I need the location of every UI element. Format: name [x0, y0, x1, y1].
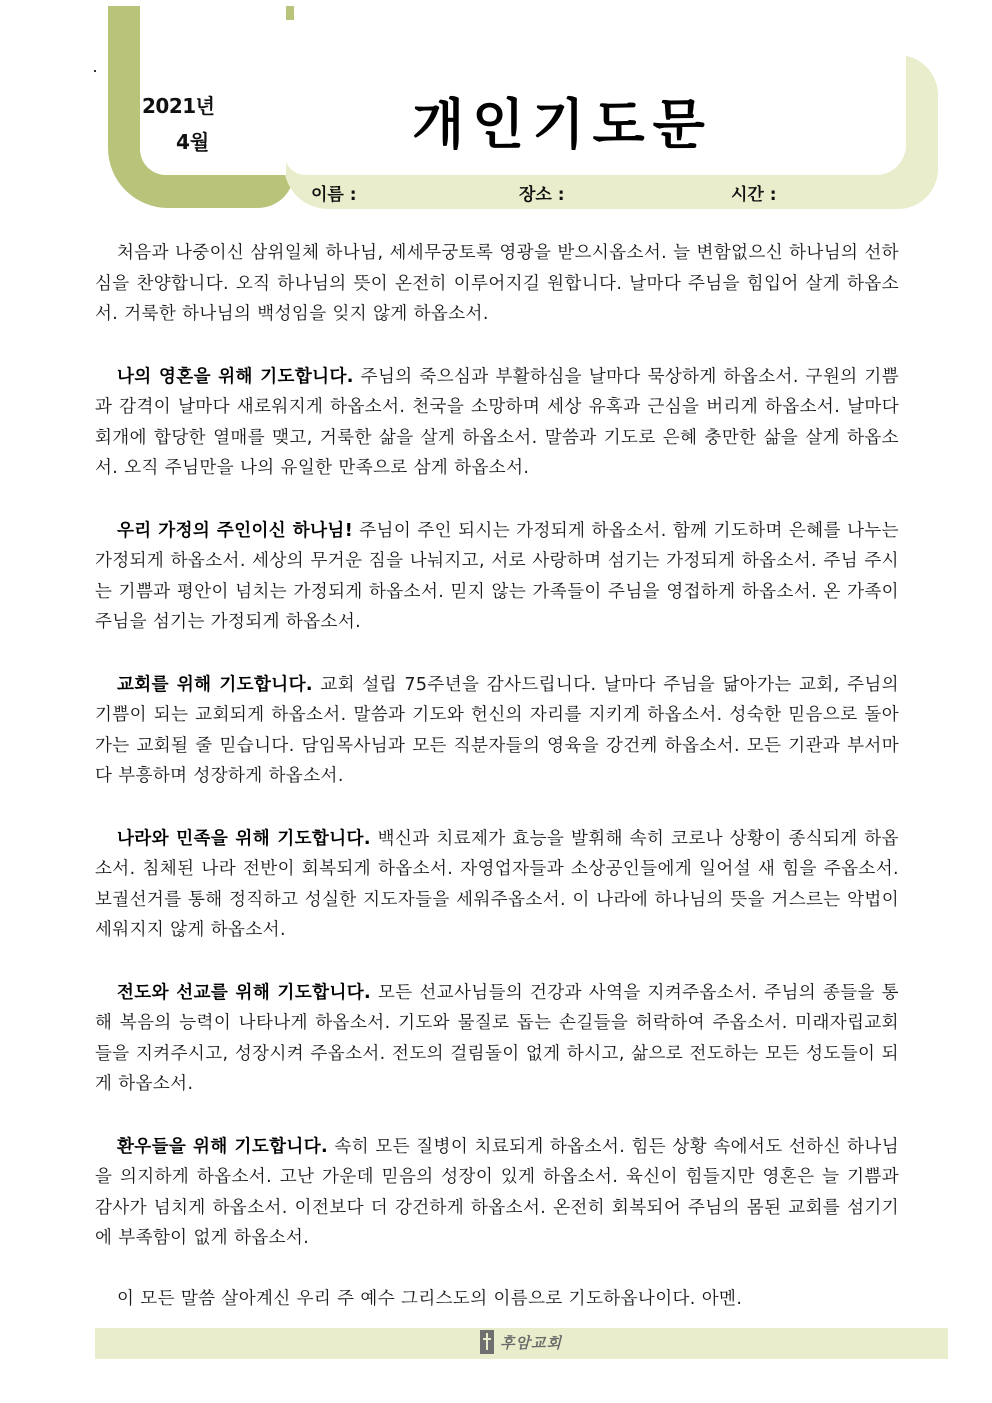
paragraph-family: [95, 516, 899, 638]
paragraph-heading: 우리 가정의 주인이신 하나님!: [117, 520, 354, 541]
paragraph-heading: 나라와 민족을 위해 기도합니다.: [117, 828, 371, 849]
paragraph-patients: [95, 1132, 899, 1254]
cross-icon: [480, 1330, 494, 1354]
place-field-label: 장소 :: [519, 185, 565, 205]
stray-dot: [94, 70, 96, 72]
paragraph-text: 주님이 주인 되시는 가정되게 하옵소서. 함께 기도하며 은혜를 나누는 가정되게 하옵소서. 세상의 무거운 짐을 나눠지고, 서로 사랑하며 섬기는 가정되게 하옵소서. 주님 주시는 기쁨과 평안이 넘치는 가정되게 하옵소서. 믿지 않는 가족들이 주님을 영접하게 하옵소서. 온 가족이 주님을 섬기는 가정되게 하옵소서.: [95, 520, 899, 632]
paragraph-opening: [95, 238, 899, 330]
paragraph-heading: 나의 영혼을 위해 기도합니다.: [117, 366, 354, 387]
header-left-inner: [140, 0, 286, 175]
paragraph-closing: 이 모든 말씀 살아계신 우리 주 예수 그리스도의 이름으로 기도하옵나이다. 아멘.: [117, 1288, 743, 1309]
paragraph-mission: [95, 978, 899, 1100]
prayer-body: [95, 238, 899, 1346]
page-title: 개인기도문: [412, 93, 713, 156]
paragraph-text: 처음과 나중이신 삼위일체 하나님, 세세무궁토록 영광을 받으시옵소서. 늘 변함없으신 하나님의 선하심을 찬양합니다. 오직 하나님의 뜻이 온전히 이루어지길 원합니다. 날마다 주님을 힘입어 살게 하옵소서. 거룩한 하나님의 백성임을 잊지 않게 하옵소서.: [95, 243, 899, 324]
paragraph-text: 주님의 죽으심과 부활하심을 날마다 묵상하게 하옵소서. 구원의 기쁨과 감격이 날마다 새로워지게 하옵소서. 천국을 소망하며 세상 유혹과 근심을 버리게 하옵소서. 날마다 회개에 합당한 열매를 맺고, 거룩한 삶을 살게 하옵소서. 말씀과 기도로 은혜 충만한 삶을 살게 하옵소서. 오직 주님만을 나의 유일한 만족으로 삼게 하옵소서.: [95, 366, 900, 478]
paragraph-nation: [95, 824, 899, 946]
paragraph-text: 속히 모든 질병이 치료되게 하옵소서. 힘든 상황 속에서도 선하신 하나님을 의지하게 하옵소서. 고난 가운데 믿음의 성장이 있게 하옵소서. 육신이 힘들지만 영혼은 늘 기쁨과 감사가 넘치게 하옵소서. 이전보다 더 강건하게 하옵소서. 온전히 회복되어 주님의 몸된 교회를 섬기기에 부족함이 없게 하옵소서.: [95, 1136, 900, 1248]
paragraph-heading: 전도와 선교를 위해 기도합니다.: [117, 982, 372, 1003]
paragraph-text: 모든 선교사님들의 건강과 사역을 지켜주옵소서. 주님의 종들을 통해 복음의 능력이 나타나게 하옵소서. 기도와 물질로 돕는 손길들을 허락하여 주옵소서. 미래자립교회들을 지켜주시고, 성장시켜 주옵소서. 전도의 걸림돌이 없게 하시고, 삶으로 전도하는 모든 성도들이 되게 하옵소서.: [95, 982, 899, 1094]
header-year: 2021년: [142, 94, 215, 118]
paragraph-heading: 교회를 위해 기도합니다.: [117, 674, 313, 695]
header-month: 4월: [176, 130, 210, 154]
paragraph-church: [95, 670, 899, 792]
time-field-label: 시간 :: [731, 185, 777, 205]
paragraph-text: 교회 설립 75주년을 감사드립니다. 날마다 주님을 닮아가는 교회, 주님의 기쁨이 되는 교회되게 하옵소서. 말씀과 기도와 헌신의 자리를 지키게 하옵소서. 성숙한 믿음으로 돌아가는 교회될 줄 믿습니다. 담임목사님과 모든 직분자들의 영육을 강건케 하옵소서. 모든 기관과 부서마다 부흥하며 성장하게 하옵소서.: [95, 674, 899, 786]
paragraph-text: 백신과 치료제가 효능을 발휘해 속히 코로나 상황이 종식되게 하옵소서. 침체된 나라 전반이 회복되게 하옵소서. 자영업자들과 소상공인들에게 일어설 새 힘을 주옵소서. 보궐선거를 통해 정직하고 성실한 지도자들을 세워주옵소서. 이 나라에 하나님의 뜻을 거스르는 악법이 세워지지 않게 하옵소서.: [95, 828, 900, 940]
name-field-label: 이름 :: [311, 185, 357, 205]
paragraph-soul: [95, 362, 899, 484]
paragraph-heading: 환우들을 위해 기도합니다.: [117, 1136, 329, 1157]
church-logo: [480, 1330, 562, 1354]
church-logo-text: 후암교회: [500, 1333, 562, 1352]
